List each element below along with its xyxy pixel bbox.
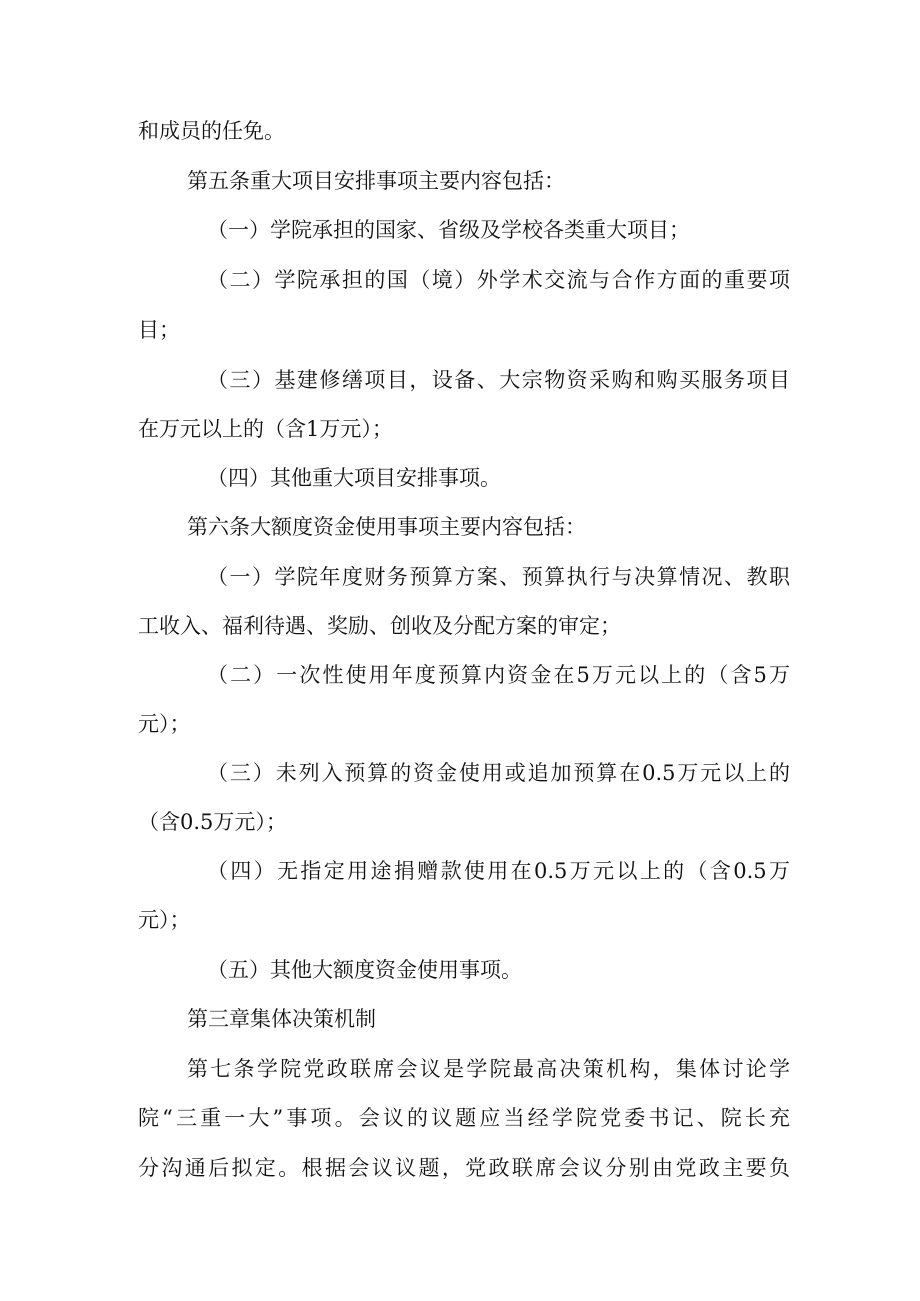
article-5-heading: 第五条重大项目安排事项主要内容包括： — [187, 169, 565, 193]
list-item: （二）一次性使用年度预算内资金在5万元以上的（含5万 — [207, 663, 790, 687]
list-item: （三）基建修缮项目，设备、大宗物资采购和购买服务项目 — [207, 368, 790, 392]
list-item: （四）无指定用途捐赠款使用在0.5万元以上的（含0.5万 — [207, 859, 790, 883]
list-item: （四）其他重大项目安排事项。 — [207, 466, 501, 490]
text-line: 院“三重一大”事项。会议的议题应当经学院党委书记、院长充 — [138, 1106, 790, 1130]
list-item: （一）学院承担的国家、省级及学校各类重大项目； — [207, 218, 690, 242]
text-line: （含0.5万元）； — [138, 810, 287, 834]
article-7-text: 第七条学院党政联席会议是学院最高决策机构，集体讨论学 — [187, 1057, 790, 1081]
list-item: （一）学院年度财务预算方案、预算执行与决算情况、教职 — [207, 565, 790, 589]
list-item: （五）其他大额度资金使用事项。 — [207, 958, 522, 982]
list-item: （二）学院承担的国（境）外学术交流与合作方面的重要项 — [207, 268, 790, 292]
text-line: 目； — [138, 318, 180, 342]
text-line: 工收入、福利待遇、奖励、创收及分配方案的审定； — [138, 614, 621, 638]
text-line: 和成员的任免。 — [138, 119, 285, 143]
chapter-3-heading: 第三章集体决策机制 — [187, 1007, 376, 1031]
text-line: 元）； — [138, 712, 191, 736]
text-line: 元）； — [138, 908, 191, 932]
text-line: 在万元以上的（含1万元）； — [138, 417, 393, 441]
text-line: 分沟通后拟定。根据会议议题，党政联席会议分别由党政主要负 — [138, 1156, 790, 1180]
list-item: （三）未列入预算的资金使用或追加预算在0.5万元以上的 — [207, 761, 790, 785]
article-6-heading: 第六条大额度资金使用事项主要内容包括： — [187, 515, 586, 539]
